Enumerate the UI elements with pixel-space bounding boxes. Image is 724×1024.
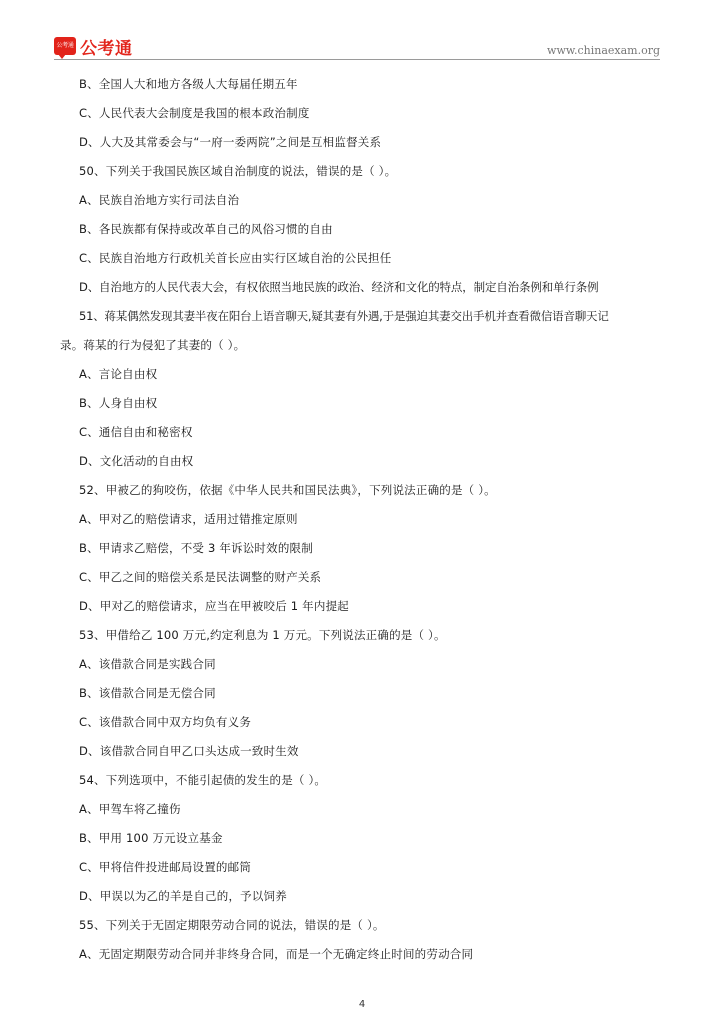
text-line: A、无固定期限劳动合同并非终身合同，而是一个无确定终止时间的劳动合同 [79,947,474,961]
text-line: D、甲对乙的赔偿请求，应当在甲被咬后 1 年内提起 [79,599,349,613]
text-line: A、言论自由权 [79,367,158,381]
text-line: C、甲将信件投进邮局设置的邮筒 [79,860,252,874]
logo [54,35,133,57]
text-line: C、民族自治地方行政机关首长应由实行区域自治的公民担任 [79,251,392,265]
document-body [60,70,670,969]
text-line: A、甲驾车将乙撞伤 [79,802,181,816]
text-line: D、自治地方的人民代表大会，有权依照当地民族的政治、经济和文化的特点，制定自治条例和单行条例 [79,280,599,294]
text-line: D、该借款合同自甲乙口头达成一致时生效 [79,744,299,758]
text-line: B、甲用 100 万元设立基金 [79,831,223,845]
logo-text: 公考通 [80,38,133,59]
question-51-continued: 录。蒋某的行为侵犯了其妻的（ ）。 [60,338,246,352]
question-51: 51、蒋某偶然发现其妻半夜在阳台上语音聊天,疑其妻有外遇,于是强迫其妻交出手机并查看微信语音聊天记 [79,309,609,323]
text-line: B、人身自由权 [79,396,158,410]
text-line: C、甲乙之间的赔偿关系是民法调整的财产关系 [79,570,322,584]
page-header [0,0,724,62]
question-55: 55、下列关于无固定期限劳动合同的说法，错误的是（ ）。 [79,918,385,932]
text-line: A、甲对乙的赔偿请求，适用过错推定原则 [79,512,298,526]
question-54: 54、下列选项中，不能引起债的发生的是（ ）。 [79,773,327,787]
text-line: A、民族自治地方实行司法自治 [79,193,240,207]
question-53: 53、甲借给乙 100 万元,约定利息为 1 万元。下列说法正确的是（ ）。 [79,628,446,642]
text-line: D、文化活动的自由权 [79,454,194,468]
logo-badge: 公考通 [54,37,76,55]
text-line: D、人大及其常委会与“一府一委两院”之间是互相监督关系 [79,135,382,149]
text-line: B、全国人大和地方各级人大每届任期五年 [79,77,298,91]
question-52: 52、甲被乙的狗咬伤，依据《中华人民共和国民法典》，下列说法正确的是（ ）。 [79,483,496,497]
text-line: C、人民代表大会制度是我国的根本政治制度 [79,106,310,120]
question-50: 50、下列关于我国民族区域自治制度的说法，错误的是（ ）。 [79,164,397,178]
text-line: C、通信自由和秘密权 [79,425,193,439]
text-line: B、该借款合同是无偿合同 [79,686,216,700]
text-line: A、该借款合同是实践合同 [79,657,216,671]
text-line: B、各民族都有保持或改革自己的风俗习惯的自由 [79,222,333,236]
text-line: C、该借款合同中双方均负有义务 [79,715,252,729]
page-number: 4 [358,999,366,1010]
text-line: B、甲请求乙赔偿，不受 3 年诉讼时效的限制 [79,541,313,555]
header-divider [54,59,660,60]
text-line: D、甲误以为乙的羊是自己的，予以饲养 [79,889,287,903]
site-url: www.chinaexam.org [547,44,660,57]
